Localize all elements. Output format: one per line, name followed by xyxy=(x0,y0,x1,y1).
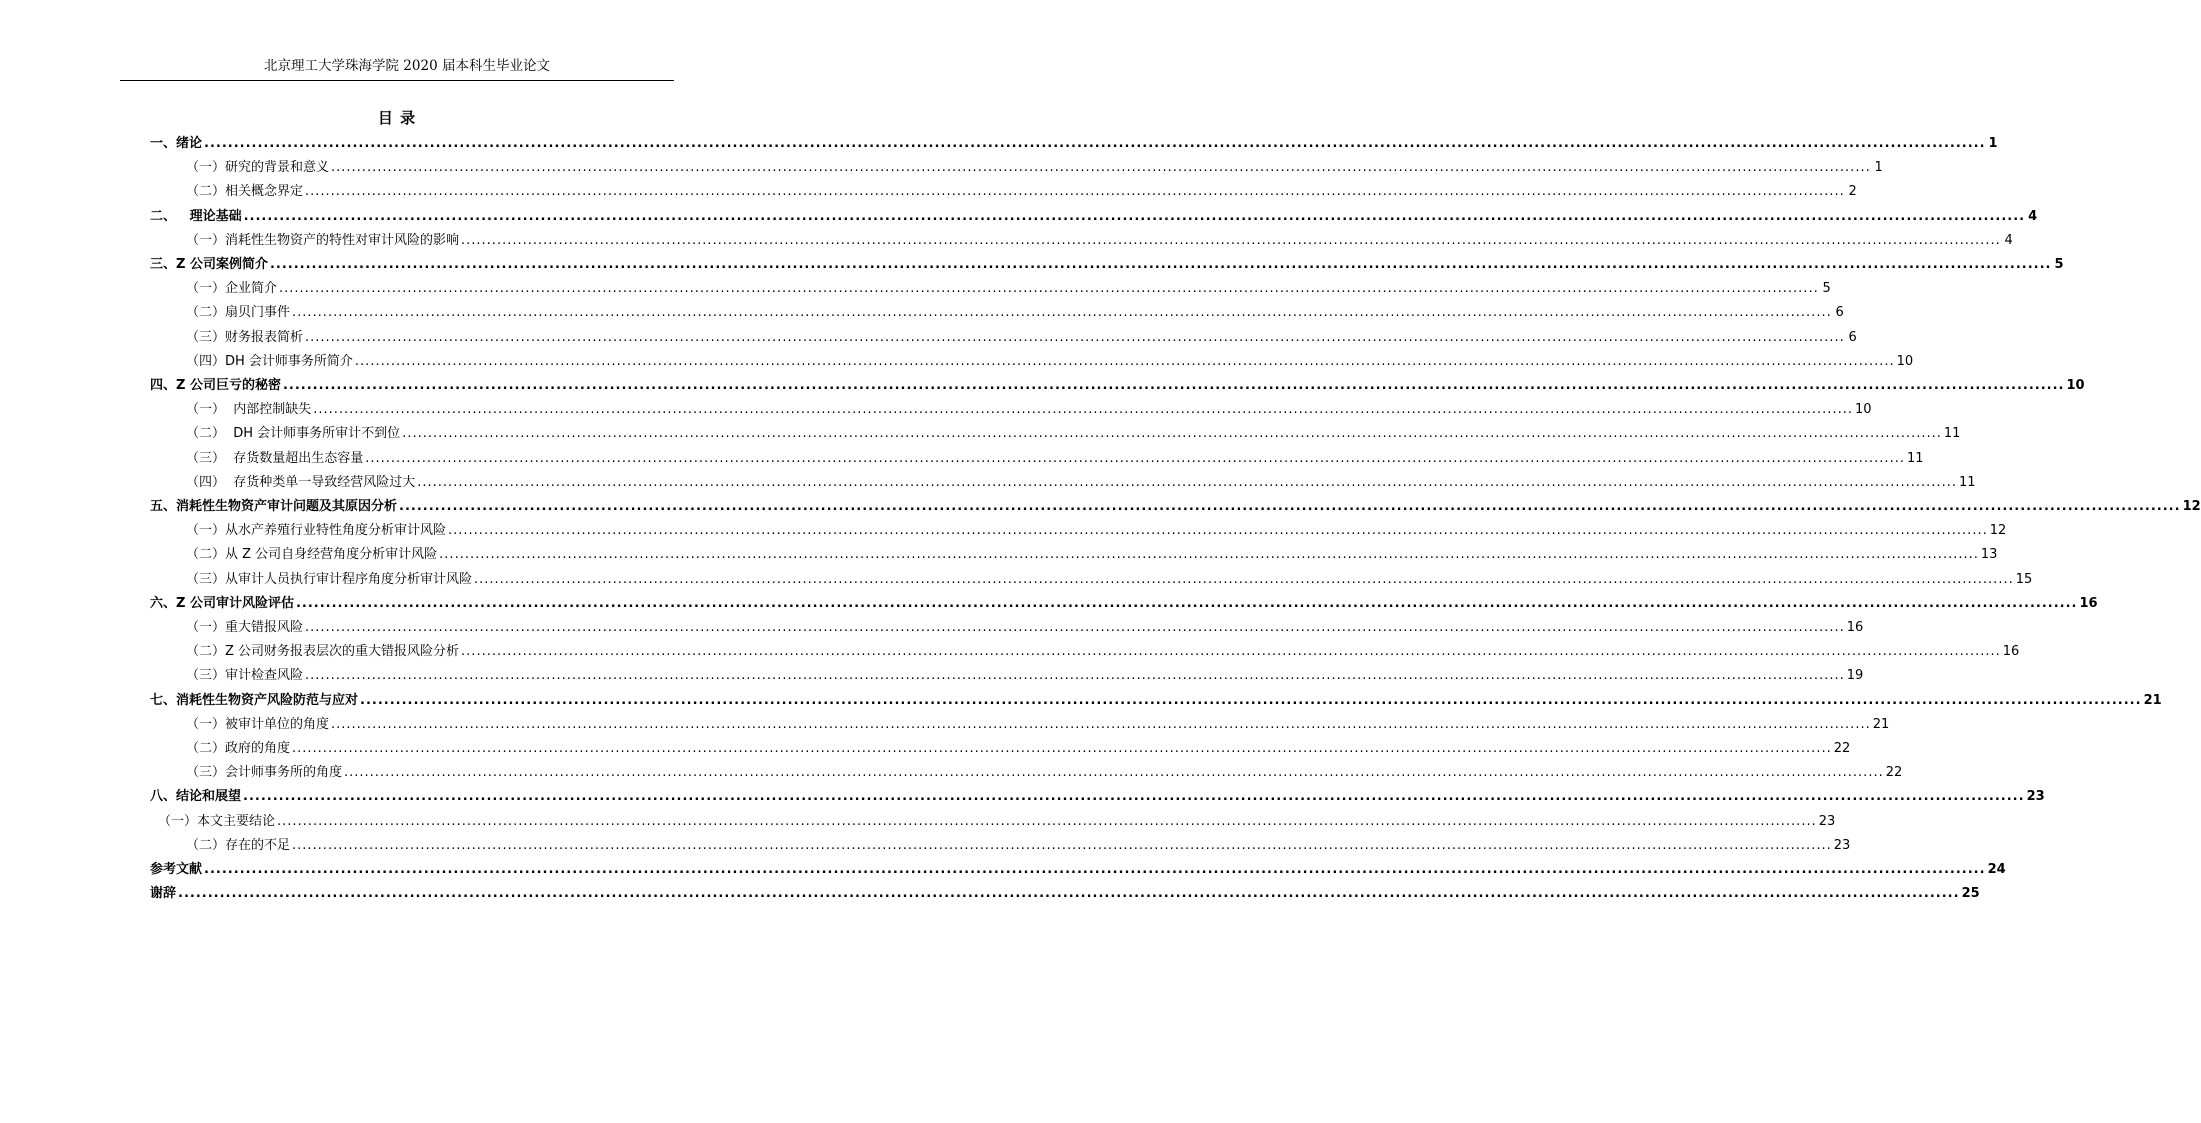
toc-dot-leader: ............................................................................................................................................................................................................................................................................................................ xyxy=(305,329,1845,345)
toc-entry-label: 八、结论和展望 xyxy=(150,789,242,805)
toc-page-number: 2 xyxy=(1848,184,1857,200)
toc-entry-subsection[interactable] xyxy=(186,179,1857,200)
toc-entry-subsection[interactable] xyxy=(186,833,1851,853)
toc-entry-label: （三） 存货数量超出生态容量 xyxy=(186,450,364,466)
toc-entry-subsection[interactable] xyxy=(186,397,1872,418)
toc-page-number: 23 xyxy=(1833,837,1851,853)
header-rule xyxy=(120,80,674,81)
toc-entry-section[interactable] xyxy=(150,591,2098,611)
toc-dot-leader: ............................................................................................................................................................................................................................................................................................................ xyxy=(417,474,1957,490)
toc-page-number: 16 xyxy=(2002,644,2020,660)
toc-entry-subsection[interactable] xyxy=(186,712,1890,732)
toc-entry-subsection[interactable] xyxy=(158,809,1836,829)
toc-entry-label: 四、Z 公司巨亏的秘密 xyxy=(150,378,281,393)
toc-page-number: 22 xyxy=(1833,741,1851,756)
toc-dot-leader: ............................................................................................................................................................................................................................................................................................................ xyxy=(331,716,1871,732)
toc-entry-label: 三、Z 公司案例简介 xyxy=(150,257,268,272)
toc-dot-leader: ............................................................................................................................................................................................................................................................................................................ xyxy=(243,208,2026,224)
toc-entry-subsection[interactable] xyxy=(186,325,1857,345)
toc-page-number: 10 xyxy=(2066,378,2085,393)
toc-page-number: 24 xyxy=(1987,862,2006,877)
toc-dot-leader: ............................................................................................................................................................................................................................................................................................................ xyxy=(277,813,1817,829)
toc-dot-leader: ............................................................................................................................................................................................................................................................................................................ xyxy=(305,184,1845,200)
toc-page-number: 6 xyxy=(1848,329,1857,345)
toc-entry-label: （二）扇贝门事件 xyxy=(186,305,291,321)
toc-page-number: 11 xyxy=(1943,426,1961,442)
toc-entry-label: 五、消耗性生物资产审计问题及其原因分析 xyxy=(150,499,398,514)
toc-dot-leader: ............................................................................................................................................................................................................................................................................................................ xyxy=(292,305,1832,321)
toc-entry-label: 七、消耗性生物资产风险防范与应对 xyxy=(150,692,359,708)
toc-page-number: 4 xyxy=(2004,232,2013,248)
toc-entry-subsection[interactable] xyxy=(186,470,1976,490)
toc-page-number: 15 xyxy=(2015,571,2033,587)
toc-entry-subsection[interactable] xyxy=(186,736,1851,756)
toc-entry-section[interactable] xyxy=(150,373,2085,393)
toc-page-number: 6 xyxy=(1835,305,1844,321)
toc-dot-leader: ............................................................................................................................................................................................................................................................................................................ xyxy=(365,450,1905,466)
toc-dot-leader: ............................................................................................................................................................................................................................................................................................................ xyxy=(461,232,2001,248)
toc-page-number: 1 xyxy=(1988,136,1998,151)
toc-page-number: 25 xyxy=(1961,886,1980,902)
toc-entry-subsection[interactable] xyxy=(186,639,2020,660)
toc-page-number: 1 xyxy=(1874,160,1883,176)
toc-entry-label: （一）研究的背景和意义 xyxy=(186,160,330,176)
toc-entry-label: （四）DH 会计师事务所简介 xyxy=(186,353,353,369)
toc-entry-subsection[interactable] xyxy=(186,300,1844,321)
toc-page-number: 11 xyxy=(1958,474,1976,490)
toc-entry-label: （一） 内部控制缺失 xyxy=(186,402,312,418)
toc-entry-subsection[interactable] xyxy=(186,615,1864,635)
toc-entry-label: 参考文献 xyxy=(150,862,203,877)
toc-page-number: 21 xyxy=(2143,692,2162,708)
toc-dot-leader: ............................................................................................................................................................................................................................................................................................................ xyxy=(461,644,2001,660)
toc-entry-subsection[interactable] xyxy=(186,518,2007,539)
toc-entry-label: （二）Z 公司财务报表层次的重大错报风险分析 xyxy=(186,644,460,660)
toc-page-number: 5 xyxy=(2054,257,2064,272)
toc-entry-label: （三）从审计人员执行审计程序角度分析审计风险 xyxy=(186,571,473,587)
toc-entry-section[interactable] xyxy=(150,784,2045,805)
toc-page-number: 23 xyxy=(1818,813,1836,829)
toc-entry-subsection[interactable] xyxy=(186,421,1961,442)
toc-entry-label: （三）财务报表简析 xyxy=(186,329,304,345)
page-header: 北京理工大学珠海学院 2020 届本科生毕业论文 xyxy=(264,58,550,74)
toc-page-number: 16 xyxy=(1846,620,1864,635)
toc-dot-leader: ............................................................................................................................................................................................................................................................................................................ xyxy=(305,620,1845,635)
toc-entry-label: （三）审计检查风险 xyxy=(186,668,304,684)
toc-entry-label: （一）企业简介 xyxy=(186,281,278,297)
toc-entry-subsection[interactable] xyxy=(186,155,1883,176)
toc-page-number: 12 xyxy=(1989,523,2007,539)
toc-entry-section[interactable] xyxy=(150,252,2064,272)
toc-dot-leader: ............................................................................................................................................................................................................................................................................................................ xyxy=(178,886,1960,902)
toc-dot-leader: ............................................................................................................................................................................................................................................................................................................ xyxy=(243,789,2025,805)
toc-page-number: 13 xyxy=(1980,547,1998,563)
toc-entry-section[interactable] xyxy=(150,494,2201,514)
toc-dot-leader: ............................................................................................................................................................................................................................................................................................................ xyxy=(204,136,1986,151)
toc-entry-label: （一）被审计单位的角度 xyxy=(186,716,330,732)
toc-entry-subsection[interactable] xyxy=(186,228,2013,248)
toc-dot-leader: ............................................................................................................................................................................................................................................................................................................ xyxy=(399,499,2181,514)
toc-dot-leader: ............................................................................................................................................................................................................................................................................................................ xyxy=(204,862,1986,877)
toc-page-number: 10 xyxy=(1854,402,1872,418)
toc-title: 目 录 xyxy=(377,109,417,127)
toc-entry-section[interactable] xyxy=(150,857,2006,877)
toc-entry-label: （二）从 Z 公司自身经营角度分析审计风险 xyxy=(186,547,438,563)
toc-entry-subsection[interactable] xyxy=(186,276,1831,297)
toc-entry-label: （二） DH 会计师事务所审计不到位 xyxy=(186,426,401,442)
toc-dot-leader: ............................................................................................................................................................................................................................................................................................................ xyxy=(331,160,1871,176)
toc-entry-label: （四） 存货种类单一导致经营风险过大 xyxy=(186,474,416,490)
toc-dot-leader: ............................................................................................................................................................................................................................................................................................................ xyxy=(474,571,2014,587)
toc-page-number: 16 xyxy=(2079,595,2098,611)
toc-entry-section[interactable] xyxy=(150,881,1980,902)
toc-page-number: 5 xyxy=(1822,281,1831,297)
toc-entry-subsection[interactable] xyxy=(186,446,1924,466)
toc-entry-label: （二）存在的不足 xyxy=(186,837,291,853)
toc-page-number: 4 xyxy=(2028,208,2038,224)
toc-dot-leader: ............................................................................................................................................................................................................................................................................................................ xyxy=(292,741,1832,756)
toc-entry-section[interactable] xyxy=(150,204,2038,224)
toc-dot-leader: ............................................................................................................................................................................................................................................................................................................ xyxy=(282,378,2065,393)
toc-entry-label: 谢辞 xyxy=(150,886,177,902)
toc-entry-subsection[interactable] xyxy=(186,663,1864,684)
toc-entry-label: 一、绪论 xyxy=(150,136,203,151)
toc-entry-label: （二）政府的角度 xyxy=(186,741,291,756)
toc-entry-section[interactable] xyxy=(150,131,1998,151)
toc-page-number: 21 xyxy=(1872,716,1890,732)
toc-dot-leader: ............................................................................................................................................................................................................................................................................................................ xyxy=(305,668,1845,684)
toc-entry-section[interactable] xyxy=(150,688,2162,708)
toc-entry-label: （一）本文主要结论 xyxy=(158,813,276,829)
toc-entry-subsection[interactable] xyxy=(186,349,1914,369)
toc-page-number: 23 xyxy=(2026,789,2045,805)
toc-page-number: 10 xyxy=(1896,353,1914,369)
toc-entry-label: 二、 理论基础 xyxy=(150,208,242,224)
toc-entry-subsection[interactable] xyxy=(186,542,1998,563)
toc-entry-label: （一）重大错报风险 xyxy=(186,620,304,635)
toc-dot-leader: ............................................................................................................................................................................................................................................................................................................ xyxy=(295,595,2078,611)
toc-dot-leader: ............................................................................................................................................................................................................................................................................................................ xyxy=(360,692,2142,708)
toc-entry-subsection[interactable] xyxy=(186,760,1903,781)
toc-dot-leader: ............................................................................................................................................................................................................................................................................................................ xyxy=(279,281,1819,297)
toc-dot-leader: ............................................................................................................................................................................................................................................................................................................ xyxy=(448,523,1988,539)
toc-page-number: 19 xyxy=(1846,668,1864,684)
toc-entry-subsection[interactable] xyxy=(186,567,2033,587)
toc-entry-label: （一）消耗性生物资产的特性对审计风险的影响 xyxy=(186,232,460,248)
toc-dot-leader: ............................................................................................................................................................................................................................................................................................................ xyxy=(439,547,1979,563)
toc-dot-leader: ............................................................................................................................................................................................................................................................................................................ xyxy=(344,765,1884,781)
toc-dot-leader: ............................................................................................................................................................................................................................................................................................................ xyxy=(269,257,2052,272)
toc-entry-label: （一）从水产养殖行业特性角度分析审计风险 xyxy=(186,523,447,539)
toc-dot-leader: ............................................................................................................................................................................................................................................................................................................ xyxy=(292,837,1832,853)
toc-page-number: 11 xyxy=(1906,450,1924,466)
toc-entry-label: （二）相关概念界定 xyxy=(186,184,304,200)
toc-page-number: 22 xyxy=(1885,765,1903,781)
toc-entry-label: 六、Z 公司审计风险评估 xyxy=(150,595,294,611)
toc-dot-leader: ............................................................................................................................................................................................................................................................................................................ xyxy=(354,353,1895,369)
toc-entry-label: （三）会计师事务所的角度 xyxy=(186,765,343,781)
toc-dot-leader: ............................................................................................................................................................................................................................................................................................................ xyxy=(313,402,1853,418)
toc-dot-leader: ............................................................................................................................................................................................................................................................................................................ xyxy=(402,426,1942,442)
toc-page-number: 12 xyxy=(2182,499,2201,514)
